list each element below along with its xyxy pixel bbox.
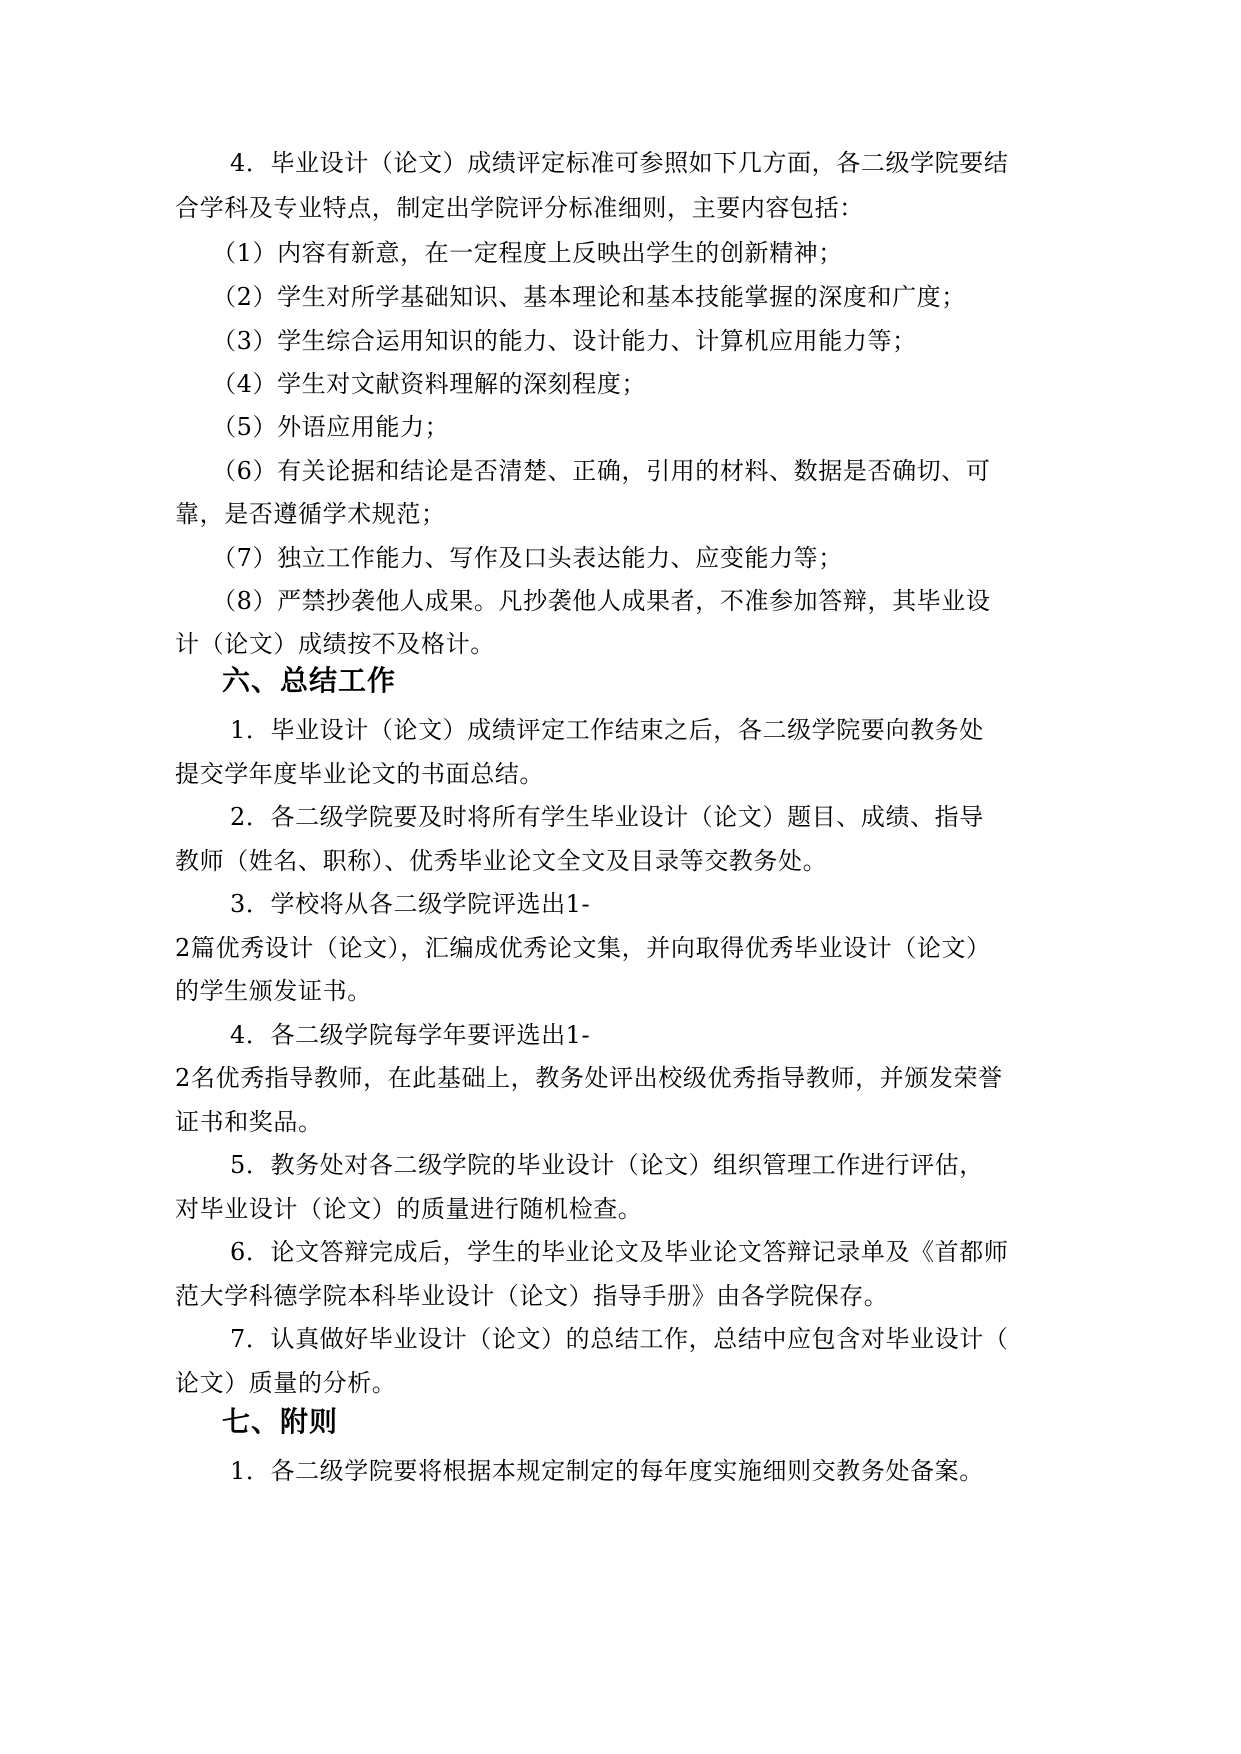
summary-3-line-2: 2篇优秀设计（论文），汇编成优秀论文集，并向取得优秀毕业设计（论文） [175, 934, 991, 962]
section-7-heading: 七、附则 [222, 1405, 339, 1438]
criterion-2: （2）学生对所学基础知识、基本理论和基本技能掌握的深度和广度； [212, 283, 966, 311]
criterion-4: （4）学生对文献资料理解的深刻程度； [212, 370, 647, 398]
summary-1-line-1: 1．毕业设计（论文）成绩评定工作结束之后，各二级学院要向教务处 [230, 716, 984, 744]
item-4-line-1: 4．毕业设计（论文）成绩评定标准可参照如下几方面，各二级学院要结 [230, 149, 1009, 177]
summary-4-line-3: 证书和奖品。 [175, 1108, 323, 1136]
summary-2-line-2: 教师（姓名、职称）、优秀毕业论文全文及目录等交教务处。 [175, 847, 828, 875]
summary-4-line-2: 2名优秀指导教师，在此基础上，教务处评出校级优秀指导教师，并颁发荣誉 [175, 1064, 1003, 1092]
criterion-1: （1）内容有新意，在一定程度上反映出学生的创新精神； [212, 239, 843, 267]
summary-3-line-1: 3．学校将从各二级学院评选出1- [230, 890, 591, 918]
summary-5-line-1: 5．教务处对各二级学院的毕业设计（论文）组织管理工作进行评估， [230, 1151, 984, 1179]
summary-2-line-1: 2．各二级学院要及时将所有学生毕业设计（论文）题目、成绩、指导 [230, 803, 984, 831]
criterion-5: （5）外语应用能力； [212, 413, 450, 441]
summary-6-line-1: 6．论文答辩完成后，学生的毕业论文及毕业论文答辩记录单及《首都师 [230, 1238, 1009, 1266]
criterion-6-line-2: 靠，是否遵循学术规范； [175, 500, 446, 528]
section-6-heading: 六、总结工作 [222, 664, 397, 697]
item-4-line-2: 合学科及专业特点，制定出学院评分标准细则，主要内容包括： [175, 194, 864, 222]
summary-6-line-2: 范大学科德学院本科毕业设计（论文）指导手册》由各学院保存。 [175, 1282, 889, 1310]
summary-4-line-1: 4．各二级学院每学年要评选出1- [230, 1021, 591, 1049]
criterion-3: （3）学生综合运用知识的能力、设计能力、计算机应用能力等； [212, 327, 917, 355]
criterion-8-line-2: 计（论文）成绩按不及格计。 [175, 630, 495, 658]
criterion-7: （7）独立工作能力、写作及口头表达能力、应变能力等； [212, 544, 843, 572]
summary-5-line-2: 对毕业设计（论文）的质量进行随机检查。 [175, 1195, 643, 1223]
appendix-1-line-1: 1．各二级学院要将根据本规定制定的每年度实施细则交教务处备案。 [230, 1457, 984, 1485]
summary-1-line-2: 提交学年度毕业论文的书面总结。 [175, 760, 544, 788]
summary-7-line-1: 7．认真做好毕业设计（论文）的总结工作，总结中应包含对毕业设计（ [230, 1325, 1009, 1353]
criterion-8-line-1: （8）严禁抄袭他人成果。凡抄袭他人成果者，不准参加答辩，其毕业设 [212, 587, 991, 615]
criterion-6-line-1: （6）有关论据和结论是否清楚、正确，引用的材料、数据是否确切、可 [212, 457, 991, 485]
summary-7-line-2: 论文）质量的分析。 [175, 1369, 397, 1397]
summary-3-line-3: 的学生颁发证书。 [175, 977, 372, 1005]
